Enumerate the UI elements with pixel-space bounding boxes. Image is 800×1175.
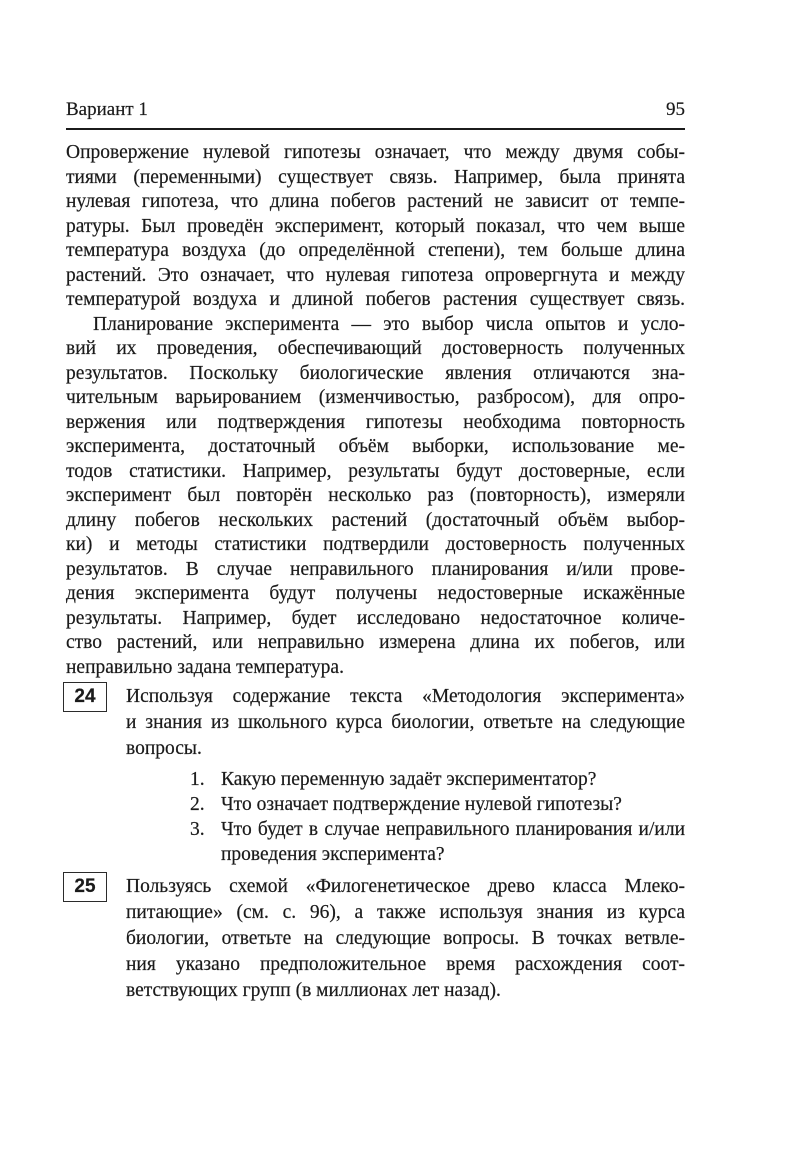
- question-number: 2.: [190, 794, 205, 815]
- question-text: [221, 817, 685, 867]
- text-line: ратуры. Был проведён эксперимент, который показал, что чем выше: [66, 215, 685, 237]
- task-25-number-box: [63, 872, 107, 902]
- text-line: температурой воздуха и длиной побегов растения существует связь.: [66, 289, 685, 310]
- text-line: нулевая гипотеза, что длина побегов растений не зависит от темпе-: [66, 191, 685, 212]
- text-line: ство растений, или неправильно измерена длина их побегов, или: [66, 632, 685, 653]
- text-line: растений. Это означает, что нулевая гипотеза опровергнута и между: [66, 264, 685, 286]
- text-line: проведения эксперимента?: [221, 844, 445, 865]
- text-line: Что означает подтверждение нулевой гипотезы?: [221, 794, 622, 815]
- task-25: [66, 872, 685, 1004]
- text-line: дения эксперимента будут получены недостоверные искажённые: [66, 583, 685, 604]
- text-line: биологии, ответьте на следующие вопросы. В точках ветвле-: [126, 928, 685, 949]
- body-text: [66, 141, 685, 680]
- question-item: [190, 792, 685, 817]
- text-line: длину побегов нескольких растений (достаточный объём выбор-: [66, 509, 685, 531]
- task-24-text: [126, 682, 685, 762]
- task-25-text: [126, 872, 685, 1004]
- text-line: Какую переменную задаёт экспериментатор?: [221, 769, 597, 790]
- text-line: и знания из школьного курса биологии, ответьте на следующие: [126, 712, 685, 733]
- text-line: результатов. В случае неправильного планирования и/или прове-: [66, 558, 685, 580]
- header-variant-label: Вариант 1: [66, 99, 148, 120]
- text-line: тодов статистики. Например, результаты будут достоверные, если: [66, 460, 685, 482]
- question-item: [190, 767, 685, 792]
- task-24-number-box: [63, 682, 107, 712]
- header-page-number: 95: [666, 99, 685, 120]
- task-24-question-list: [190, 767, 685, 867]
- text-line: тиями (переменными) существует связь. Например, была принята: [66, 166, 685, 188]
- text-line: ки) и методы статистики подтвердили достоверность полученных: [66, 534, 685, 555]
- text-line: результаты. Например, будет исследовано недостаточное количе-: [66, 607, 685, 629]
- text-line: вопросы.: [126, 738, 202, 759]
- text-line: вий их проведения, обеспечивающий достоверность полученных: [66, 338, 685, 359]
- running-header: [66, 99, 685, 130]
- question-number: 1.: [190, 769, 205, 790]
- text-line: Опровержение нулевой гипотезы означает, что между двумя собы-: [66, 142, 685, 163]
- text-line: Что будет в случае неправильного планирования и/или: [221, 819, 685, 840]
- text-line: вержения или подтверждения гипотезы необходима повторность: [66, 411, 685, 433]
- text-line: ветствующих групп (в миллионах лет назад).: [126, 980, 501, 1001]
- task-25-number: 25: [74, 876, 96, 897]
- question-number: 3.: [190, 819, 205, 840]
- text-line: Пользуясь схемой «Филогенетическое древо класса Млеко-: [126, 876, 685, 897]
- question-item: [190, 817, 685, 867]
- text-line: питающие» (см. с. 96), а также используя знания из курса: [126, 902, 685, 923]
- text-line: ния указано предположительное время расхождения соот-: [126, 954, 685, 975]
- task-24: [66, 682, 685, 867]
- text-line: эксперимента, достаточный объём выборки, использование ме-: [66, 436, 685, 457]
- task-24-number: 24: [74, 686, 96, 707]
- text-line: неправильно задана температура.: [66, 656, 344, 678]
- text-line: Используя содержание текста «Методология эксперимента»: [126, 686, 685, 707]
- text-line: результатов. Поскольку биологические явления отличаются зна-: [66, 362, 685, 384]
- question-text: [221, 767, 685, 792]
- text-line: эксперимент был повторён несколько раз (повторность), измеряли: [66, 485, 685, 506]
- text-line: чительным варьированием (изменчивостью, разбросом), для опро-: [66, 387, 685, 408]
- text-line: Планирование эксперимента — это выбор числа опытов и усло-: [93, 313, 685, 335]
- question-text: [221, 792, 685, 817]
- text-line: температура воздуха (до определённой степени), тем больше длина: [66, 240, 685, 261]
